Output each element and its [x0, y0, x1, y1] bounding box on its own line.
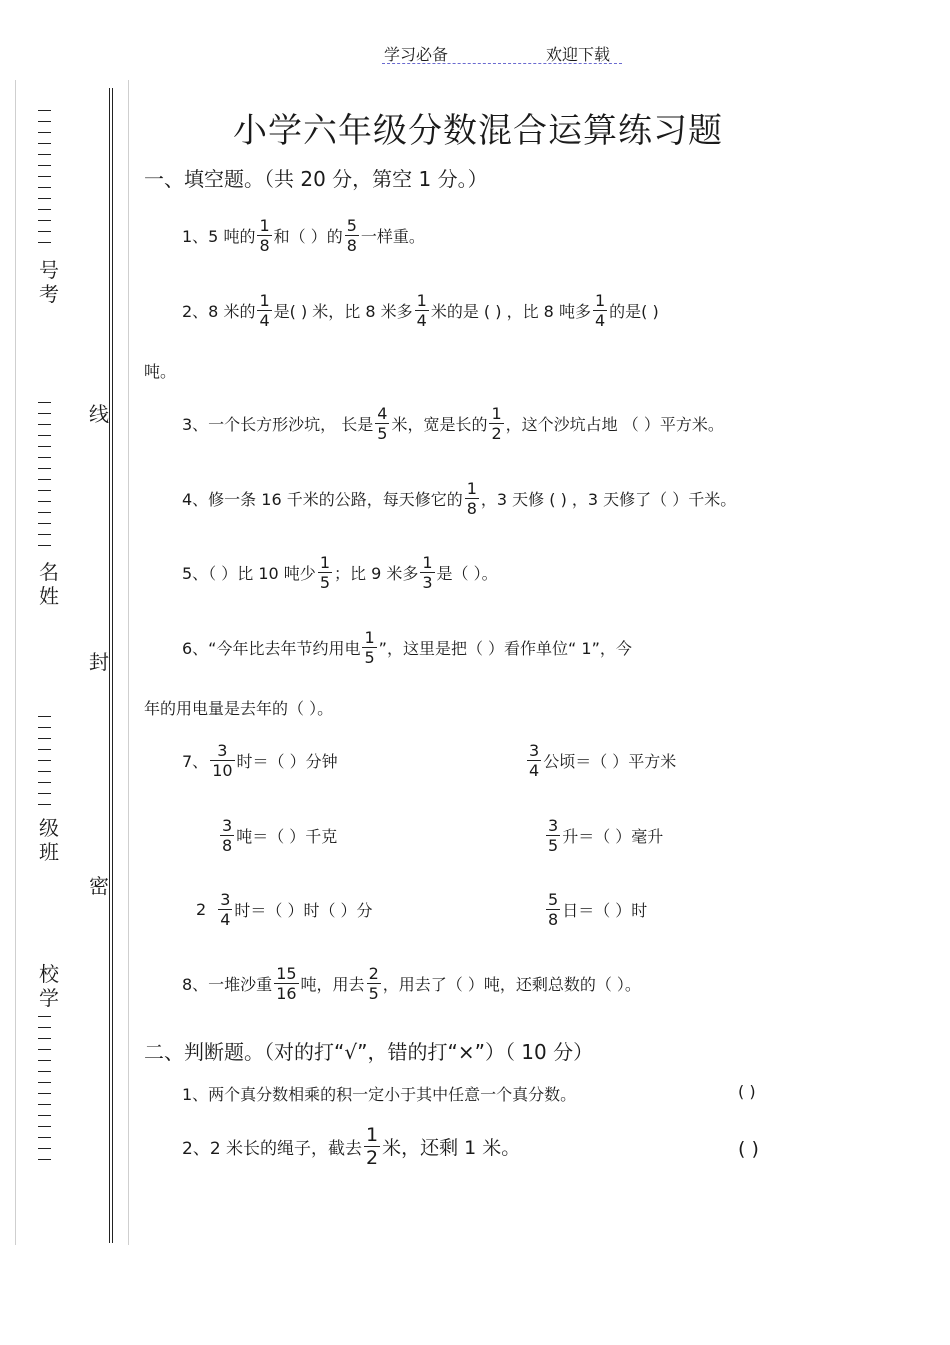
field-label-school: 校学 [39, 962, 59, 1010]
binding-line-1 [109, 88, 110, 1243]
fraction: $\frac{5}{8}$ [548, 890, 559, 929]
fraction: $\frac{1}{2}$ [366, 1124, 379, 1169]
question-7-row-3-right: $\frac{5}{8}$ 日＝（ ）时 [548, 890, 648, 929]
fraction: $\frac{3}{4}$ [220, 890, 231, 929]
fraction: $\frac{2}{5}$ [368, 964, 379, 1003]
fraction: $\frac{3}{5}$ [548, 816, 559, 855]
binding-label-secret: 密 [89, 874, 109, 898]
binding-label-seal: 封 [89, 650, 109, 674]
field-label-student-number: 号考 [39, 258, 59, 306]
fraction: $\frac{1}{3}$ [422, 553, 433, 592]
question-1: 1、5 吨的 $\frac{1}{8}$ 和（ ）的 $\frac{5}{8}$ 一样重。 [182, 216, 425, 255]
school-blank [38, 1016, 52, 1170]
fraction: $\frac{1}{5}$ [319, 553, 330, 592]
question-6-continuation: 年的用电量是去年的（ ）。 [144, 699, 334, 718]
fraction: $\frac{5}{8}$ [346, 216, 357, 255]
question-7-row-3-left: 2 $\frac{3}{4}$ 时＝（ ）时（ ）分 [196, 890, 373, 929]
fraction: $\frac{1}{4}$ [416, 291, 427, 330]
fraction: $\frac{1}{4}$ [594, 291, 606, 330]
question-7-row-1-right: $\frac{3}{4}$ 公顷＝（ ）平方米 [529, 741, 677, 780]
judgment-2-answer-box[interactable]: ( ) [738, 1138, 759, 1160]
fraction: $\frac{1}{5}$ [364, 628, 375, 667]
judgment-2: 2、2 米长的绳子，截去 $\frac{1}{2}$ 米，还剩 1 米。 [182, 1124, 521, 1169]
fraction: $\frac{1}{2}$ [491, 404, 502, 443]
fraction: $\frac{3}{10}$ [212, 741, 233, 780]
section-heading-true-false: 二、判断题。（对的打“√”，错的打“×”）（ 10 分） [144, 1040, 594, 1064]
margin-border-right [128, 80, 129, 1245]
question-3: 3、一个长方形沙坑， 长是 $\frac{4}{5}$ 米，宽是长的 $\frac{1}{2}$ ，这个沙坑占地 （ ）平方米。 [182, 404, 724, 443]
binding-label-line: 线 [89, 402, 109, 426]
question-8: 8、一堆沙重 $\frac{15}{16}$ 吨，用去 $\frac{2}{5}$ ，用去了（ ）吨，还剩总数的（ ）。 [182, 964, 641, 1003]
name-blank [38, 402, 52, 556]
fraction: $\frac{1}{8}$ [466, 479, 477, 518]
binding-line-2 [112, 88, 113, 1243]
margin-border-left [15, 80, 16, 1245]
field-label-name: 名姓 [39, 560, 59, 608]
question-2-continuation: 吨。 [144, 362, 177, 381]
section-heading-fill-blanks: 一、填空题。（共 20 分，第空 1 分。） [144, 167, 488, 191]
header-underline [382, 63, 622, 64]
page-title: 小学六年级分数混合运算练习题 [233, 111, 723, 151]
fraction: $\frac{15}{16}$ [276, 964, 297, 1003]
fraction: $\frac{3}{8}$ [222, 816, 233, 855]
question-7-row-2-right: $\frac{3}{5}$ 升＝（ ）毫升 [548, 816, 664, 855]
field-label-class: 级班 [39, 816, 59, 864]
question-2: 2、8 米的 $\frac{1}{4}$ 是( ) 米，比 8 米多 $\frac{1}{4}$ 米的是 ( ) ，比 8 吨多 $\frac{1}{4}$ 的是( ) [182, 291, 659, 330]
question-6: 6、“今年比去年节约用电 $\frac{1}{5}$ ”，这里是把（ ）看作单位“ 1”，今 [182, 628, 632, 667]
fraction: $\frac{1}{4}$ [259, 291, 270, 330]
fraction: $\frac{1}{8}$ [259, 216, 270, 255]
judgment-1-answer-box[interactable]: ( ) [738, 1082, 756, 1101]
question-5: 5、（ ）比 10 吨少 $\frac{1}{5}$ ；比 9 米多 $\frac{1}{3}$ 是（ ）。 [182, 553, 498, 592]
class-blank [38, 716, 52, 815]
judgment-1-text: 1、两个真分数相乘的积一定小于其中任意一个真分数。 [182, 1085, 577, 1104]
fraction: $\frac{3}{4}$ [529, 741, 540, 780]
fraction: $\frac{4}{5}$ [377, 404, 388, 443]
question-7-row-1-left: 7、 $\frac{3}{10}$ 时＝（ ）分钟 [182, 741, 338, 780]
question-4: 4、修一条 16 千米的公路，每天修它的 $\frac{1}{8}$ ，3 天修 ( ) ，3 天修了（ ）千米。 [182, 479, 737, 518]
question-7-row-2-left: $\frac{3}{8}$ 吨＝（ ）千克 [222, 816, 338, 855]
student-number-blank [38, 110, 52, 253]
header-right-text: 欢迎下载 [546, 45, 611, 64]
header-left-text: 学习必备 [384, 45, 449, 64]
